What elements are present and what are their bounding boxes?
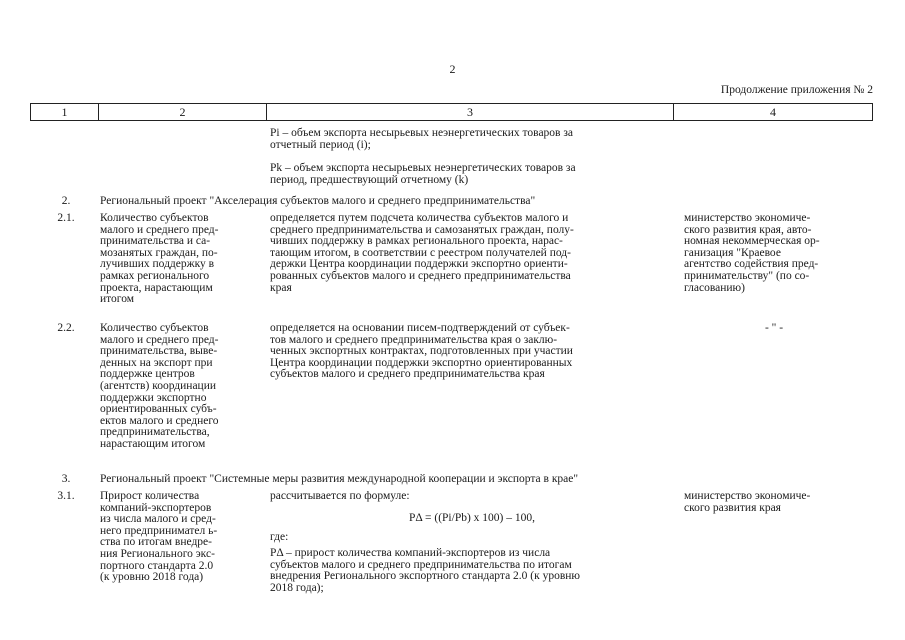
row-3-1-number: 3.1. [57, 490, 75, 502]
row-2-2-responsible: - " - [764, 322, 784, 334]
continuation-label: Продолжение приложения № 2 [720, 84, 873, 96]
row-3-1-where: где: [270, 531, 289, 543]
header-col-4: 4 [770, 105, 776, 119]
row-3-1-responsible: министерство экономиче- ского развития края [684, 490, 811, 514]
row-2-1-responsible: министерство экономиче- ского развития края, авто- номная некоммерческая ор- ганизация "Краевое агентство содействия пред- принимательству" (по со- гласованию) [684, 212, 820, 294]
header-col-3: 3 [267, 104, 674, 120]
row-2-1-method: определяется путем подсчета количества субъектов малого и среднего предпринимательства и самозанятых граждан, полу- чивших поддержку в рамках регионального проекта, нарас- тающим итогом, в соответствии с реестром получателей под- держки Центра координации поддержки экспортно ориенти- рованных субъектов малого и среднего предпринимательства края [270, 212, 574, 294]
row-3-1-indicator: Прирост количества компаний-экспортеров из числа малого и сред- него предпринимател ь- ства по итогам внедре- ния Регионального экс- портного стандарта 2.0 (к уровню 2018 года) [100, 490, 218, 584]
row-3-1-formula: PΔ = ((Pi/Pb) x 100) – 100, [408, 512, 536, 524]
row-3-1-method-intro: рассчитывается по формуле: [270, 490, 410, 502]
pk-definition: Pk – объем экспорта несырьевых неэнергетических товаров за период, предшествующий отчетному (k) [270, 162, 576, 186]
section-3-number: 3. [61, 473, 71, 485]
row-2-1-indicator: Количество субъектов малого и среднего пред- принимательства и са- мозанятых граждан, по- лучивших поддержку в рамках регионального проекта, нарастающим итогом [100, 212, 219, 306]
row-2-2-indicator: Количество субъектов малого и среднего пред- принимательства, выве- денных на экспорт при поддержке центров (агентств) координации поддержки экспортно ориентированных субъ- ектов малого и среднего предпринимательства, нарастающим итогом [100, 322, 219, 450]
header-col-1: 1 [31, 104, 99, 120]
page-number: 2 [449, 62, 456, 76]
section-3-title: Региональный проект "Системные меры развития международной кооперации и экспорта в крае" [100, 473, 579, 485]
row-3-1-pdelta-definition: PΔ – прирост количества компаний-экспортеров из числа субъектов малого и среднего предпринимательства по итогам внедрения Регионального экспортного стандарта 2.0 (к уровню 2018 года); [270, 547, 581, 594]
header-col-2: 2 [99, 104, 267, 120]
row-2-2-method: определяется на основании писем-подтверждений от субъек- тов малого и среднего предпринимательства края о заклю- ченных экспортных контрактах, подготовленных при участии Центра координации поддержки экспортно ориентированных субъектов малого и среднего предпринимательства края [270, 322, 573, 381]
pi-definition: Pi – объем экспорта несырьевых неэнергетических товаров за отчетный период (i); [270, 127, 574, 151]
row-2-2-number: 2.2. [57, 322, 75, 334]
section-2-number: 2. [61, 195, 71, 207]
row-2-1-number: 2.1. [57, 212, 75, 224]
section-2-title: Региональный проект "Акселерация субъектов малого и среднего предпринимательства" [100, 195, 536, 207]
table-header [30, 103, 873, 121]
